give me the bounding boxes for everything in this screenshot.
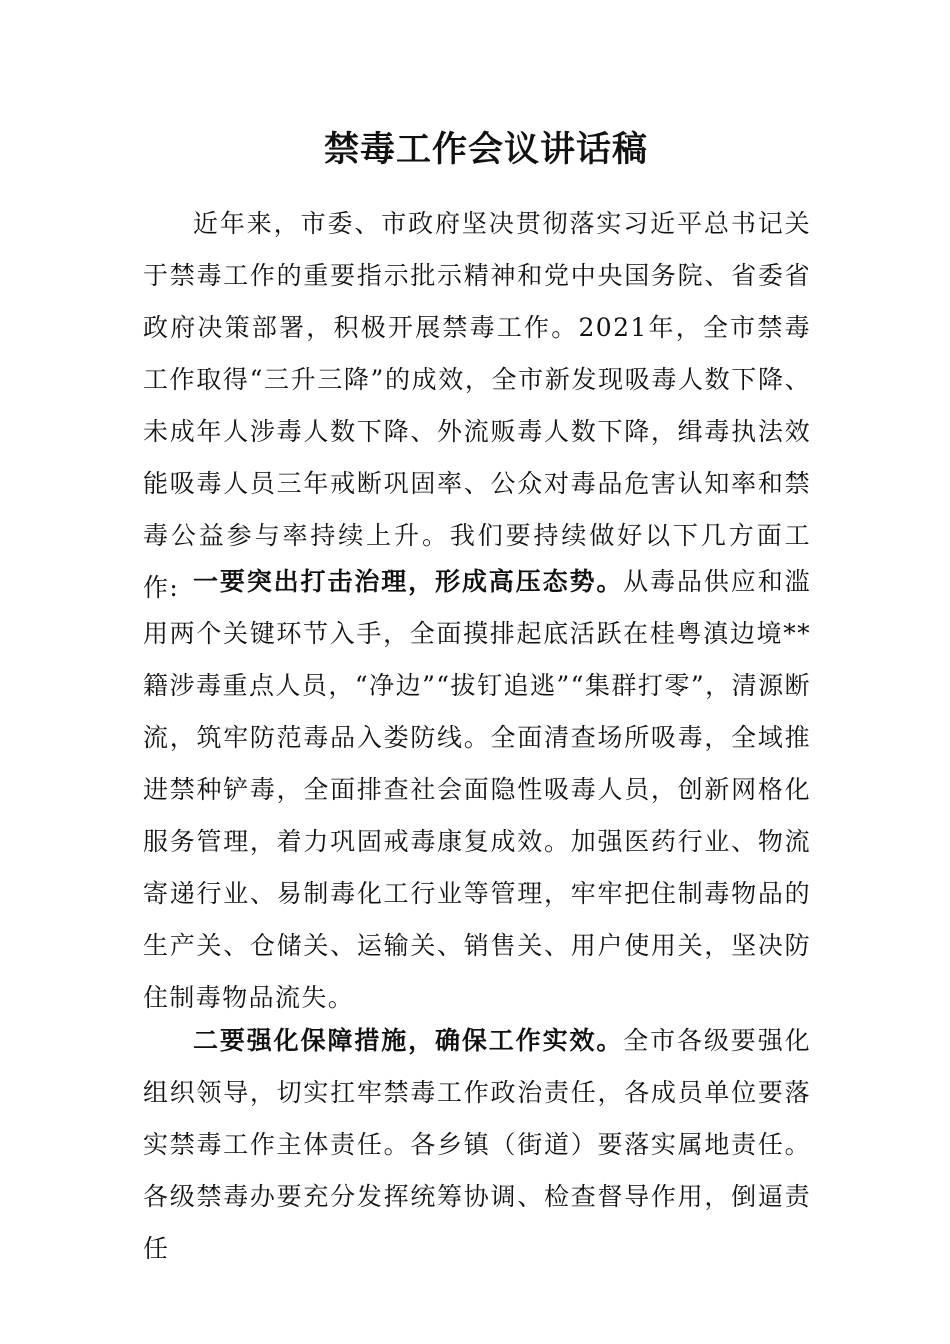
paragraph-intro xyxy=(143,198,811,614)
paragraph-point-one xyxy=(143,556,811,1024)
document-title: 禁毒工作会议讲话稿 xyxy=(323,129,648,170)
paragraph-text: 近年来，市委、市政府坚决贯彻落实习近平总书记关于禁毒工作的重要指示批示精神和党中央国务院、省委省政府决策部署，积极开展禁毒工作。2021年，全市禁毒工作取得“三升三降”的成效，全市新发现吸毒人数下降、未成年人涉毒人数下降、外流贩毒人数下降，缉毒执法效能吸毒人员三年戒断巩固率、公众对毒品危害认知率和禁毒公益参与率持续上升。我们要持续做好以下几方面工作: xyxy=(143,209,811,602)
paragraph-text: 从毒品供应和滥用两个关键环节入手，全面摸排起底活跃在桂粤滇边境**籍涉毒重点人员，“净边”“拔钉追逃”“集群打零”，清源断流，筑牢防范毒品入娄防线。全面清查场所吸毒，全域推进禁种铲毒，全面排查社会面隐性吸毒人员，创新网格化服务管理，着力巩固戒毒康复成效。加强医药行业、物流寄递行业、易制毒化工行业等管理，牢牢把住制毒物品的生产关、仓储关、运输关、销售关、用户使用关，坚决防住制毒物品流失。 xyxy=(143,567,811,1012)
paragraph-text: 全市各级要强化组织领导，切实扛牢禁毒工作政治责任，各成员单位要落实禁毒工作主体责任。各乡镇（街道）要落实属地责任。各级禁毒办要充分发挥统筹协调、检查督导作用，倒逼责任 xyxy=(143,1026,811,1263)
paragraph-lead: 一要突出打击治理，形成高压态势。 xyxy=(193,567,624,596)
paragraph-lead: 二要强化保障措施，确保工作实效。 xyxy=(193,1026,624,1055)
paragraph-point-two xyxy=(143,1015,811,1275)
